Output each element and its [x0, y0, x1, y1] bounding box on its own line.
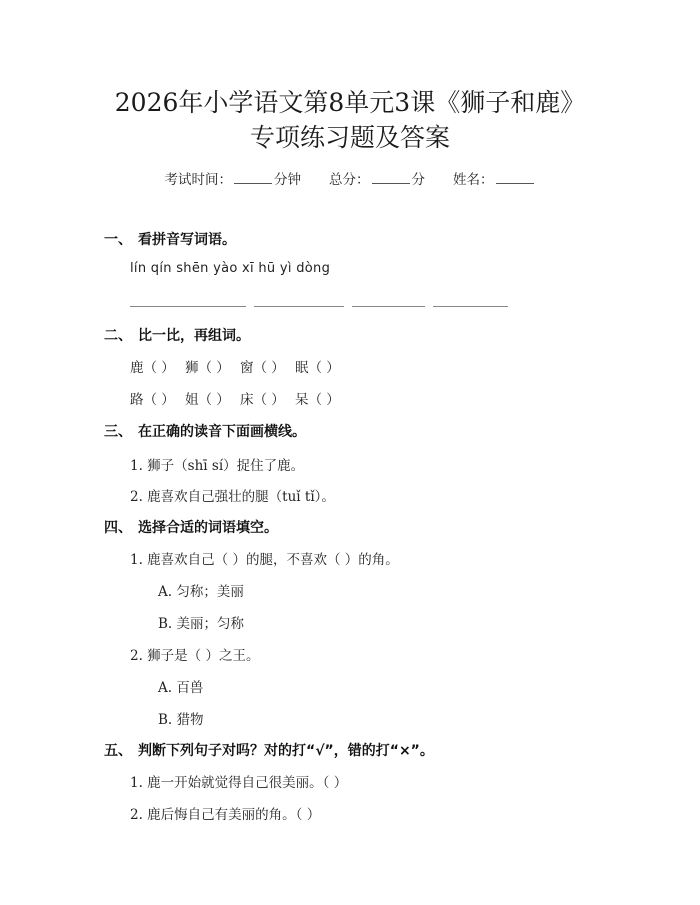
- name-label: 姓名：: [453, 172, 494, 188]
- question-item: 1. 鹿喜欢自己（ ）的腿，不喜欢（ ）的角。: [130, 552, 399, 568]
- compare-item: 路（ ）: [130, 392, 175, 408]
- section-number: 五、: [104, 743, 132, 759]
- compare-row-2: [130, 388, 350, 408]
- exam-time-unit: 分钟: [274, 172, 301, 188]
- compare-item: 呆（ ）: [295, 392, 340, 408]
- question-item: 1. 鹿一开始就觉得自己很美丽。（ ）: [130, 775, 348, 791]
- section-number: 四、: [104, 520, 132, 536]
- answer-line: [254, 306, 344, 307]
- section-title: 看拼音写词语。: [138, 232, 236, 248]
- question-item: 2. 鹿后悔自己有美丽的角。（ ）: [130, 807, 321, 823]
- section-1-heading: [104, 229, 236, 249]
- section-2-heading: [104, 325, 250, 345]
- score-label: 总分：: [329, 172, 370, 188]
- section-title: 选择合适的词语填空。: [138, 520, 278, 536]
- option-b: B. 猎物: [158, 712, 204, 728]
- section-4-heading: [104, 517, 278, 537]
- section-number: 三、: [104, 424, 132, 440]
- compare-item: 窗（ ）: [240, 360, 285, 376]
- question-item: 1. 狮子（shī sí）捉住了鹿。: [130, 458, 305, 474]
- name-blank: [496, 171, 534, 184]
- section-5-heading: [104, 740, 434, 760]
- section-title: 在正确的读音下面画横线。: [138, 424, 306, 440]
- answer-line: [352, 306, 425, 307]
- section-number: 一、: [104, 232, 132, 248]
- compare-item: 鹿（ ）: [130, 360, 175, 376]
- answer-line: [433, 306, 508, 307]
- exam-time-label: 考试时间：: [164, 172, 232, 188]
- page-title: 2026年小学语文第8单元3课《狮子和鹿》: [114, 88, 586, 117]
- section-3-heading: [104, 421, 306, 441]
- compare-item: 床（ ）: [240, 392, 285, 408]
- option-b: B. 美丽；匀称: [158, 616, 245, 632]
- section-title: 判断下列句子对吗？对的打“√”，错的打“×”。: [138, 743, 434, 759]
- option-a: A. 百兽: [158, 680, 204, 696]
- question-item: 2. 狮子是（ ）之王。: [130, 648, 260, 664]
- option-a: A. 匀称；美丽: [158, 584, 244, 600]
- exam-time-blank: [234, 171, 272, 184]
- section-number: 二、: [104, 328, 132, 344]
- pinyin-line: lín qín shēn yào xī hū yì dòng: [130, 261, 331, 276]
- answer-line: [130, 306, 246, 307]
- page-subtitle: 专项练习题及答案: [249, 123, 450, 152]
- compare-row-1: [130, 356, 350, 376]
- compare-item: 眠（ ）: [295, 360, 340, 376]
- compare-item: 狮（ ）: [185, 360, 230, 376]
- score-unit: 分: [411, 172, 425, 188]
- section-title: 比一比，再组词。: [138, 328, 250, 344]
- score-blank: [372, 171, 410, 184]
- question-item: 2. 鹿喜欢自己强壮的腿（tuǐ tǐ）。: [130, 489, 335, 505]
- compare-item: 姐（ ）: [185, 392, 230, 408]
- exam-info-row: [0, 168, 700, 188]
